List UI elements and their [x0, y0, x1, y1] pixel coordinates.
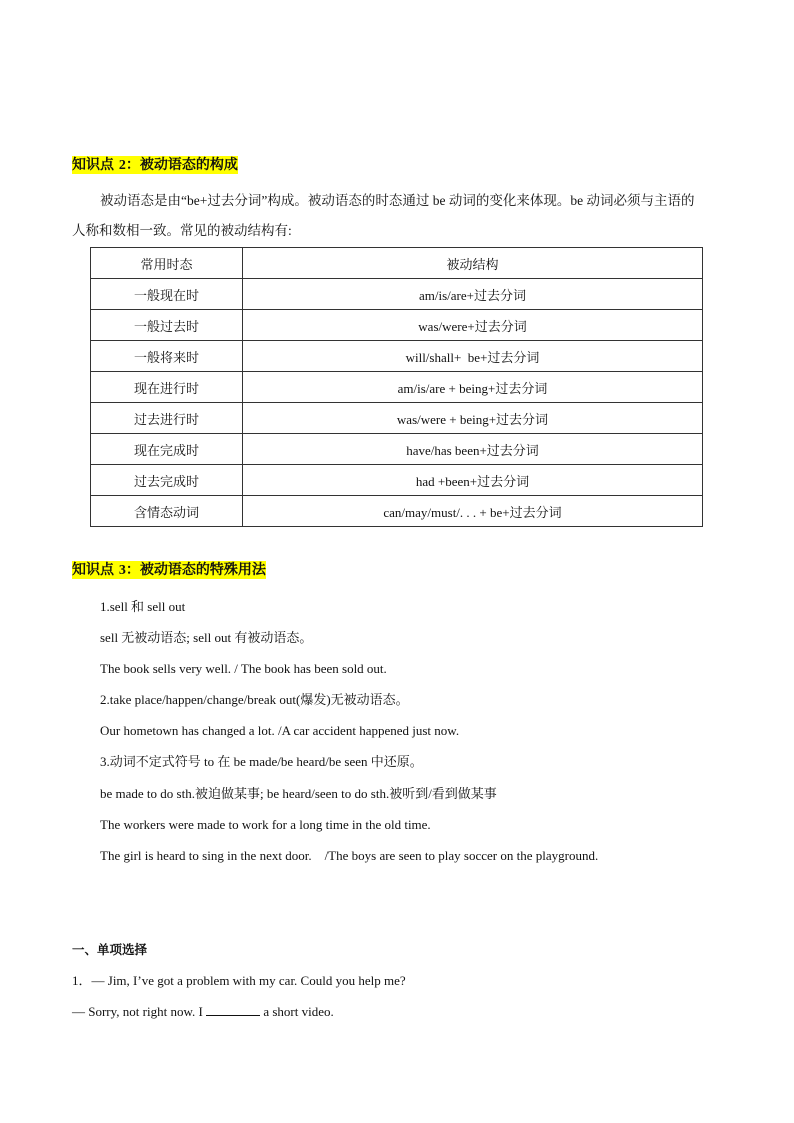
column-header-structure: 被动结构 [243, 248, 703, 279]
structure-cell: can/may/must/. . . + be+过去分词 [243, 496, 703, 527]
table-row [91, 434, 703, 465]
usage-line: 3.动词不定式符号 to 在 be made/be heard/be seen 中还原。 [100, 754, 423, 769]
reply-text-after: a short video. [260, 1004, 334, 1019]
tense-cell: 现在进行时 [91, 372, 243, 403]
tense-cell: 现在完成时 [91, 434, 243, 465]
usage-line: The girl is heard to sing in the next door. /The boys are seen to play soccer on the playground. [100, 848, 599, 863]
usage-line: 2.take place/happen/change/break out(爆发)无被动语态。 [100, 692, 409, 707]
tense-cell: 过去完成时 [91, 465, 243, 496]
usage-line: be made to do sth.被迫做某事; be heard/seen to do sth.被听到/看到做某事 [100, 786, 497, 801]
exercise-section-title: 一、单项选择 [72, 942, 148, 957]
structure-cell: had +been+过去分词 [243, 465, 703, 496]
usage-line: The book sells very well. / The book has been sold out. [100, 661, 387, 676]
heading-highlight: 知识点 3：被动语态的特殊用法 [72, 562, 266, 578]
table-row [91, 279, 703, 310]
question-text: — Jim, I’ve got a problem with my car. Could you help me? [91, 973, 406, 988]
table-row [91, 310, 703, 341]
tense-cell: 一般过去时 [91, 310, 243, 341]
structure-cell: am/is/are + being+过去分词 [243, 372, 703, 403]
structure-cell: will/shall+ be+过去分词 [243, 341, 703, 372]
structure-cell: am/is/are+过去分词 [243, 279, 703, 310]
tense-cell: 一般现在时 [91, 279, 243, 310]
structure-cell: was/were+过去分词 [243, 310, 703, 341]
usage-line: Our hometown has changed a lot. /A car accident happened just now. [100, 723, 460, 738]
intro-paragraph-line1: 被动语态是由“be+过去分词”构成。被动语态的时态通过 be 动词的变化来体现。be 动词必须与主语的 [100, 193, 695, 208]
table-row [91, 341, 703, 372]
passive-structure-table [90, 247, 703, 527]
structure-cell: have/has been+过去分词 [243, 434, 703, 465]
table-row [91, 496, 703, 527]
table-row [91, 403, 703, 434]
section-heading-kp3 [72, 561, 266, 580]
table-row [91, 372, 703, 403]
usage-line: sell 无被动语态; sell out 有被动语态。 [100, 630, 313, 645]
usage-line: 1.sell 和 sell out [100, 599, 186, 614]
tense-cell: 一般将来时 [91, 341, 243, 372]
column-header-tense: 常用时态 [91, 248, 243, 279]
intro-paragraph-line2: 人称和数相一致。常见的被动结构有: [72, 223, 292, 238]
question-1-reply [72, 1003, 334, 1021]
usage-line: The workers were made to work for a long time in the old time. [100, 817, 431, 832]
question-1 [72, 972, 406, 990]
section-heading-kp2 [72, 156, 238, 175]
tense-cell: 过去进行时 [91, 403, 243, 434]
table-row [91, 465, 703, 496]
heading-highlight: 知识点 2：被动语态的构成 [72, 157, 238, 173]
question-number: 1． [72, 973, 92, 988]
structure-cell: was/were + being+过去分词 [243, 403, 703, 434]
table-header-row [91, 248, 703, 279]
tense-cell: 含情态动词 [91, 496, 243, 527]
reply-text-before: — Sorry, not right now. I [72, 1004, 207, 1019]
answer-blank[interactable] [206, 1003, 260, 1016]
